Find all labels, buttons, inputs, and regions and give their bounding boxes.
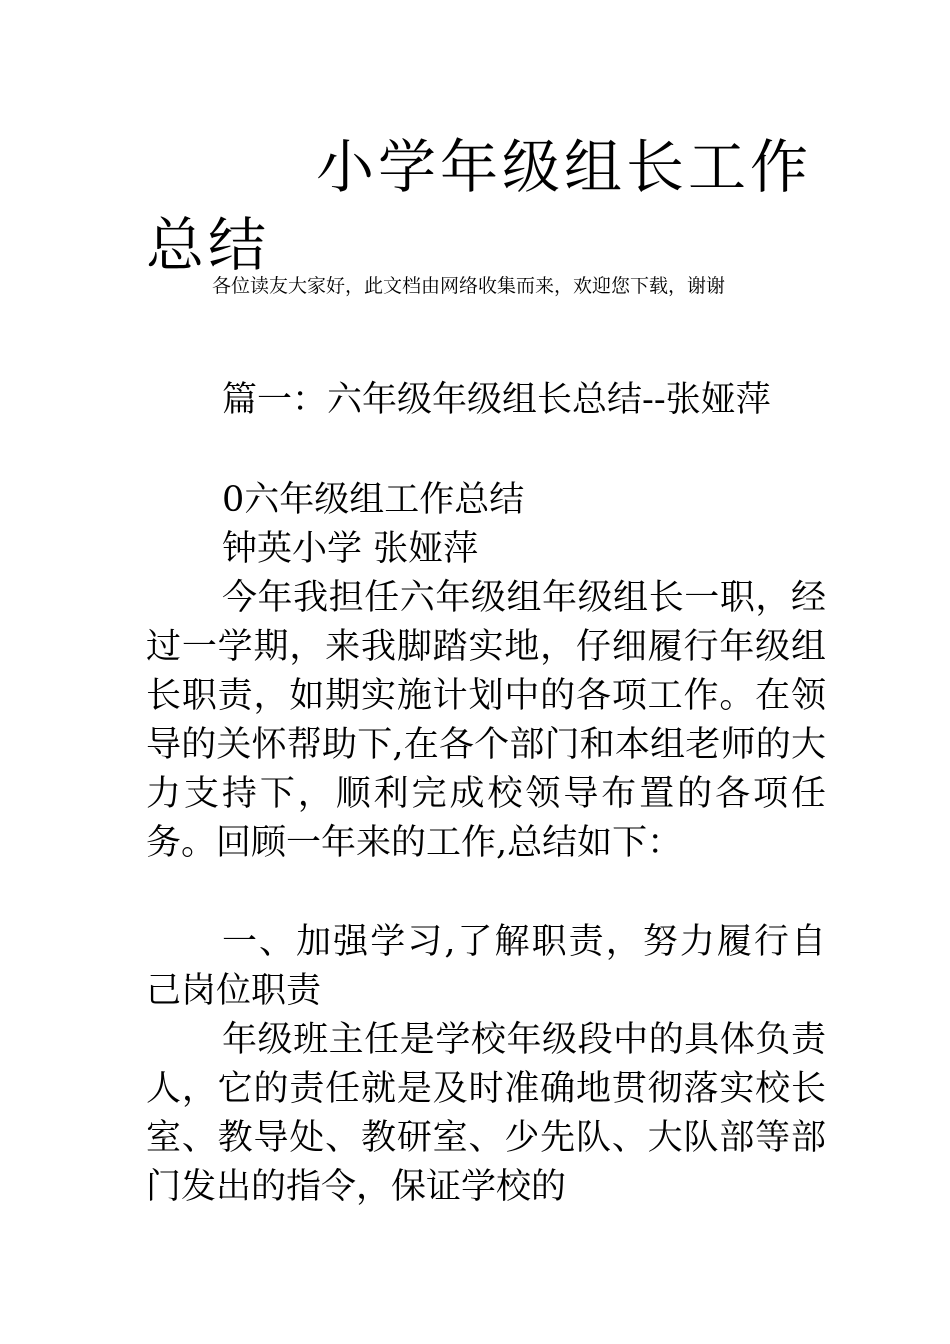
download-notice: 各位读友大家好，此文档由网络收集而来，欢迎您下载，谢谢: [212, 275, 726, 297]
section-subtitle: 0六年级组工作总结: [222, 480, 525, 520]
paragraph-duties: 年级班主任是学校年级段中的具体负责人，它的责任就是及时准确地贯彻落实校长室、教导处、教研室、少先队、大队部等部门发出的指令，保证学校的: [146, 1020, 826, 1207]
paragraph-intro: 今年我担任六年级组年级组长一职，经过一学期，来我脚踏实地，仔细履行年级组长职责，如期实施计划中的各项工作。在领导的关怀帮助下,在各个部门和本组老师的大力支持下，顺利完成校领导布置的各项任务。回顾一年来的工作,总结如下：: [146, 578, 826, 863]
author-line: 钟英小学 张娅萍: [222, 529, 479, 569]
subheading-one: 一、加强学习,了解职责，努力履行自己岗位职责: [146, 922, 826, 1011]
document-title: 小学年级组长工作总结: [146, 133, 813, 279]
section-heading: 篇一：六年级年级组长总结--张娅萍: [222, 380, 771, 420]
